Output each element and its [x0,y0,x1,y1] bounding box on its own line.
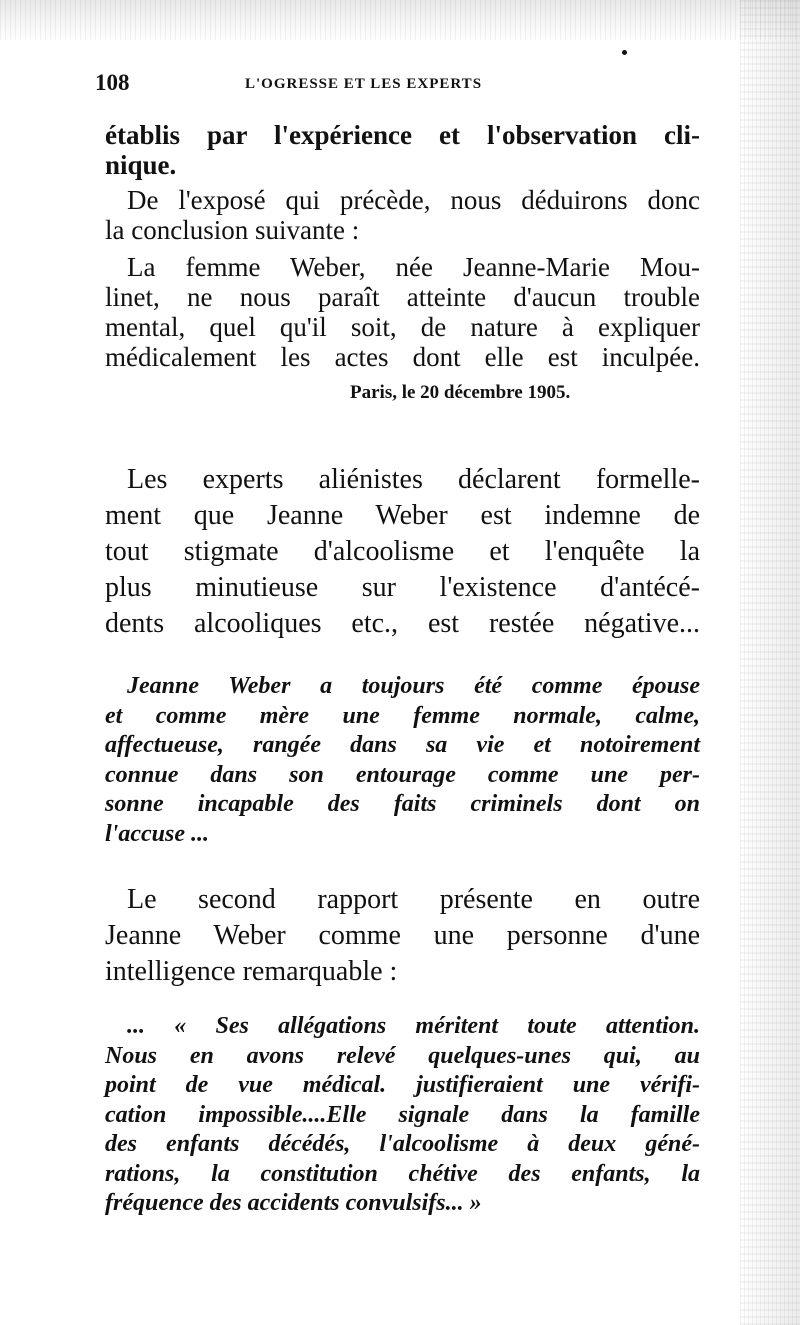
scan-top-edge [0,0,800,40]
scan-right-edge [740,0,800,1325]
text-line: fréquence des accidents convulsifs... » [105,1190,482,1216]
text-line: ment que Jeanne Weber est indemne de [105,500,700,531]
italic-quote-1 [105,672,700,849]
text-line: nique. [105,150,177,180]
text-line: l'accuse ... [105,820,209,847]
text-line: dents alcooliques etc., est restée négative... [105,608,700,639]
text-line: cation impossible....Elle signale dans la famille [105,1101,700,1128]
page-number: 108 [95,70,130,95]
paragraph-6 [105,882,700,990]
date-signoff: Paris, le 20 décembre 1905. [350,382,571,403]
italic-quote-2 [105,1012,700,1219]
text-line: mental, quel qu'il soit, de nature à expliquer [105,312,700,342]
text-line: des enfants décédés, l'alcoolisme à deux géné- [105,1131,700,1157]
text-line: connue dans son entourage comme une per- [105,761,700,788]
ink-speck [622,50,627,55]
text-line: tout stigmate d'alcoolisme et l'enquête la [105,536,700,567]
page-header [95,70,705,100]
text-line: linet, ne nous paraît atteinte d'aucun trouble [105,282,700,312]
text-line: affectueuse, rangée dans sa vie et notoirement [105,732,700,758]
text-line: ... « Ses allégations méritent toute attention. [127,1013,700,1039]
paragraph-2 [105,185,700,245]
text-line: intelligence remarquable : [105,956,398,987]
text-line: Nous en avons relevé quelques-unes qui, au [105,1042,700,1069]
text-line: La femme Weber, née Jeanne-Marie Mou- [127,252,700,282]
text-line: Jeanne Weber a toujours été comme épouse [127,673,700,699]
text-line: et comme mère une femme normale, calme, [105,702,700,729]
paragraph-1 [105,120,700,180]
text-line: Jeanne Weber comme une personne d'une [105,920,700,951]
text-line: Le second rapport présente en outre [127,884,700,915]
conclusion-quote [105,252,700,372]
text-line: Les experts aliénistes déclarent formelle- [127,464,700,495]
running-title: L'OGRESSE ET LES EXPERTS [245,76,483,92]
text-line: point de vue médical. justifieraient une vérifi- [105,1072,700,1098]
paragraph-4 [105,462,700,642]
text-line: De l'exposé qui précède, nous déduirons donc [127,185,700,215]
text-line: la conclusion suivante : [105,215,360,245]
text-line: médicalement les actes dont elle est inculpée. [105,342,700,372]
text-line: établis par l'expérience et l'observation cli- [105,120,700,150]
text-line: plus minutieuse sur l'existence d'antécé- [105,572,700,603]
text-line: sonne incapable des faits criminels dont on [105,791,700,817]
text-line: rations, la constitution chétive des enfants, la [105,1160,700,1187]
